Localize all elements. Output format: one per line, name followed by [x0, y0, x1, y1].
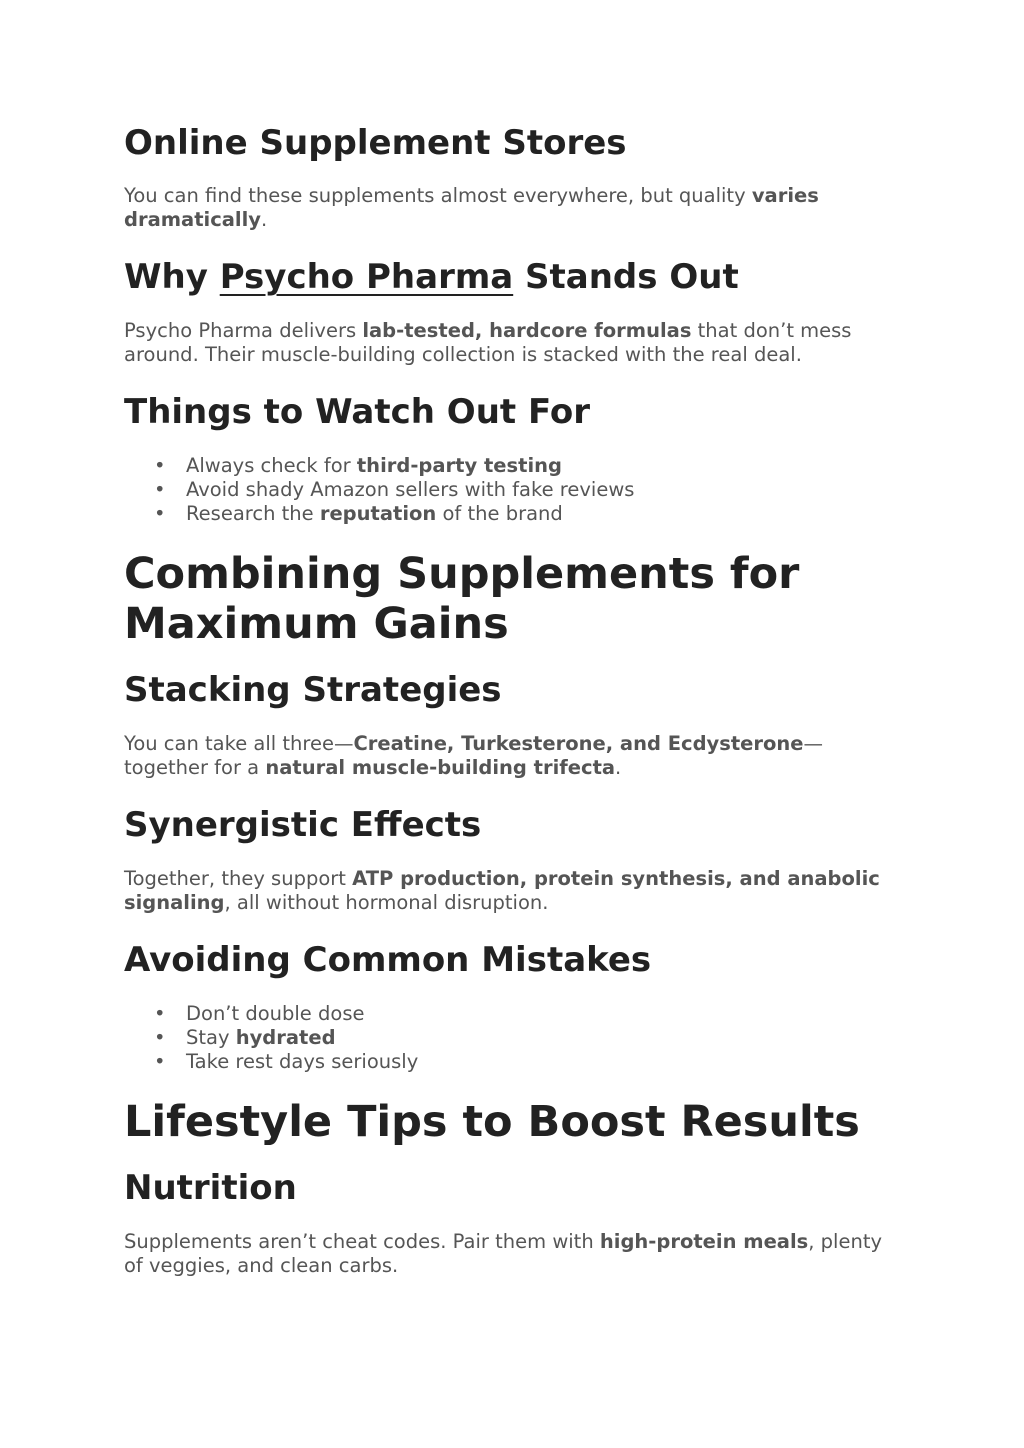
list-item — [124, 1002, 900, 1026]
text-run: Supplements aren’t cheat codes. Pair them with — [124, 1230, 600, 1253]
text-run: Research the — [186, 502, 320, 525]
heading-things-to-watch: Things to Watch Out For — [124, 392, 590, 432]
heading-text: Why — [124, 257, 220, 297]
text-run: Together, they support — [124, 867, 353, 890]
bold-text: hydrated — [235, 1026, 336, 1049]
psycho-pharma-link[interactable]: Psycho Pharma — [219, 257, 514, 297]
paragraph-psycho-pharma — [124, 319, 900, 367]
text-run: Take rest days seriously — [186, 1050, 419, 1073]
paragraph-stacking — [124, 732, 900, 780]
heading-lifestyle-tips: Lifestyle Tips to Boost Results — [124, 1097, 860, 1147]
heading-nutrition: Nutrition — [124, 1168, 297, 1208]
mistakes-list — [124, 1002, 900, 1074]
heading-text: Stands Out — [513, 257, 739, 297]
bold-text: third-party testing — [356, 454, 562, 477]
text-run: Don’t double dose — [186, 1002, 365, 1025]
list-item — [124, 1050, 900, 1074]
list-item — [124, 1026, 900, 1050]
watch-out-list — [124, 454, 900, 526]
bold-text: reputation — [319, 502, 437, 525]
heading-online-supplement-stores: Online Supplement Stores — [124, 123, 627, 163]
text-run: , plenty of veggies, and clean carbs. — [124, 1230, 882, 1277]
bold-text: varies dramatically — [124, 184, 819, 231]
text-run: . — [261, 208, 268, 231]
text-run: , all without hormonal disruption. — [224, 891, 549, 914]
paragraph-synergistic — [124, 867, 900, 915]
heading-why-psycho-pharma — [124, 254, 900, 300]
text-run: Avoid shady Amazon sellers with fake reviews — [186, 478, 635, 501]
bold-text: ATP production, protein synthesis, and anabolic signaling — [124, 867, 880, 914]
list-item — [124, 502, 900, 526]
bold-text: Creatine, Turkesterone, and Ecdysterone — [353, 732, 804, 755]
text-run: that don’t mess around. Their muscle-building collection is stacked with the real deal. — [124, 319, 852, 366]
text-run: —together for a — [124, 732, 824, 779]
list-item — [124, 454, 900, 478]
paragraph-nutrition — [124, 1230, 900, 1278]
text-run: Stay — [186, 1026, 236, 1049]
bold-text: natural muscle-building trifecta — [265, 756, 616, 779]
paragraph-online-stores — [124, 184, 900, 232]
text-run: Always check for — [186, 454, 357, 477]
bold-text: lab-tested, hardcore formulas — [362, 319, 692, 342]
text-run: You can find these supplements almost everywhere, but quality — [124, 184, 752, 207]
heading-avoiding-mistakes: Avoiding Common Mistakes — [124, 940, 652, 980]
bold-text: high-protein meals — [599, 1230, 809, 1253]
text-run: . — [615, 756, 622, 779]
text-run: of the brand — [436, 502, 563, 525]
heading-combining-supplements: Combining Supplements for Maximum Gains — [124, 549, 800, 649]
text-run: You can take all three— — [124, 732, 354, 755]
list-item — [124, 478, 900, 502]
heading-stacking-strategies: Stacking Strategies — [124, 670, 502, 710]
text-run: Psycho Pharma delivers — [124, 319, 363, 342]
heading-synergistic-effects: Synergistic Effects — [124, 805, 482, 845]
